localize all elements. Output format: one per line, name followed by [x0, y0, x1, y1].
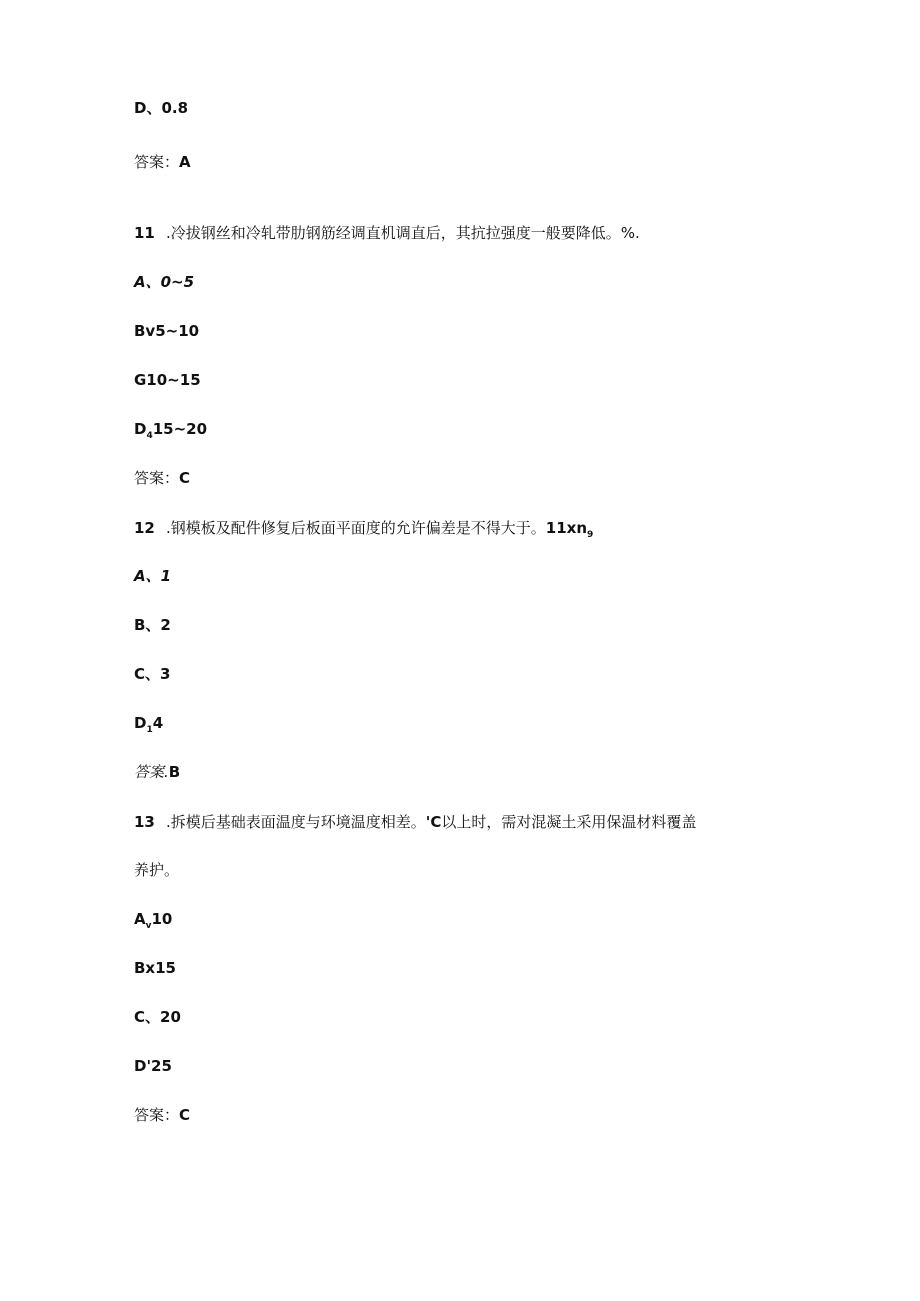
answer-value: C [179, 469, 191, 487]
q10-option-d: D、0.8 [134, 99, 189, 117]
q13-option-b: Bx15 [134, 959, 176, 977]
question-text-cont: 以上时，需对混凝土采用保温材料覆盖 [441, 813, 697, 831]
q10-answer [134, 152, 191, 172]
answer-value: C [179, 1106, 191, 1124]
option-letter: D [134, 714, 147, 732]
question-13-line2 [134, 860, 179, 880]
option-value: 10 [151, 910, 173, 928]
question-text: .冷拔钢丝和冷轧带肋钢筋经调直机调直后，其抗拉强度一般要降低。%. [166, 224, 640, 242]
answer-label: 答案： [134, 1106, 180, 1124]
option-letter: D [134, 420, 147, 438]
q11-option-a [134, 272, 194, 292]
q12-option-b: B、2 [134, 616, 171, 634]
option-letter: A [134, 910, 146, 928]
question-unit-sub: 9 [587, 530, 594, 540]
q11-answer [134, 468, 190, 488]
option-text: A、0~5 [134, 273, 195, 291]
question-text: 养护。 [134, 861, 180, 879]
answer-value: A [179, 153, 191, 171]
question-11 [134, 223, 640, 243]
answer-label: 答案. [134, 763, 169, 781]
q12-option-a [134, 566, 171, 586]
answer-label: 答案： [134, 153, 180, 171]
question-unit: 11xn [545, 519, 588, 537]
option-value: 15~20 [152, 420, 208, 438]
option-sub: v [145, 921, 152, 931]
q11-option-c: G10~15 [134, 371, 201, 389]
answer-label: 答案： [134, 469, 180, 487]
q12-answer [134, 762, 180, 782]
q13-answer [134, 1105, 190, 1125]
question-number: 11 [134, 224, 155, 242]
q13-option-d: D'25 [134, 1057, 172, 1075]
q13-option-c: C、20 [134, 1008, 181, 1026]
option-text: A、1 [134, 567, 172, 585]
question-13 [134, 812, 696, 832]
option-sub: 1 [146, 725, 153, 735]
q12-option-c: C、3 [134, 665, 171, 683]
question-number: 12 [134, 519, 155, 537]
q13-option-a [134, 909, 172, 936]
question-text: .拆模后基础表面温度与环境温度相差。 [166, 813, 426, 831]
q11-option-d [134, 419, 207, 446]
question-unit: 'C [425, 813, 442, 831]
question-number: 13 [134, 813, 155, 831]
q12-option-d [134, 713, 163, 740]
option-sub: 4 [146, 431, 153, 441]
answer-value: B [168, 763, 181, 781]
option-value: 4 [152, 714, 164, 732]
q11-option-b: Bv5~10 [134, 322, 200, 340]
question-text: .钢模板及配件修复后板面平面度的允许偏差是不得大于。 [166, 519, 546, 537]
question-12 [134, 518, 593, 545]
